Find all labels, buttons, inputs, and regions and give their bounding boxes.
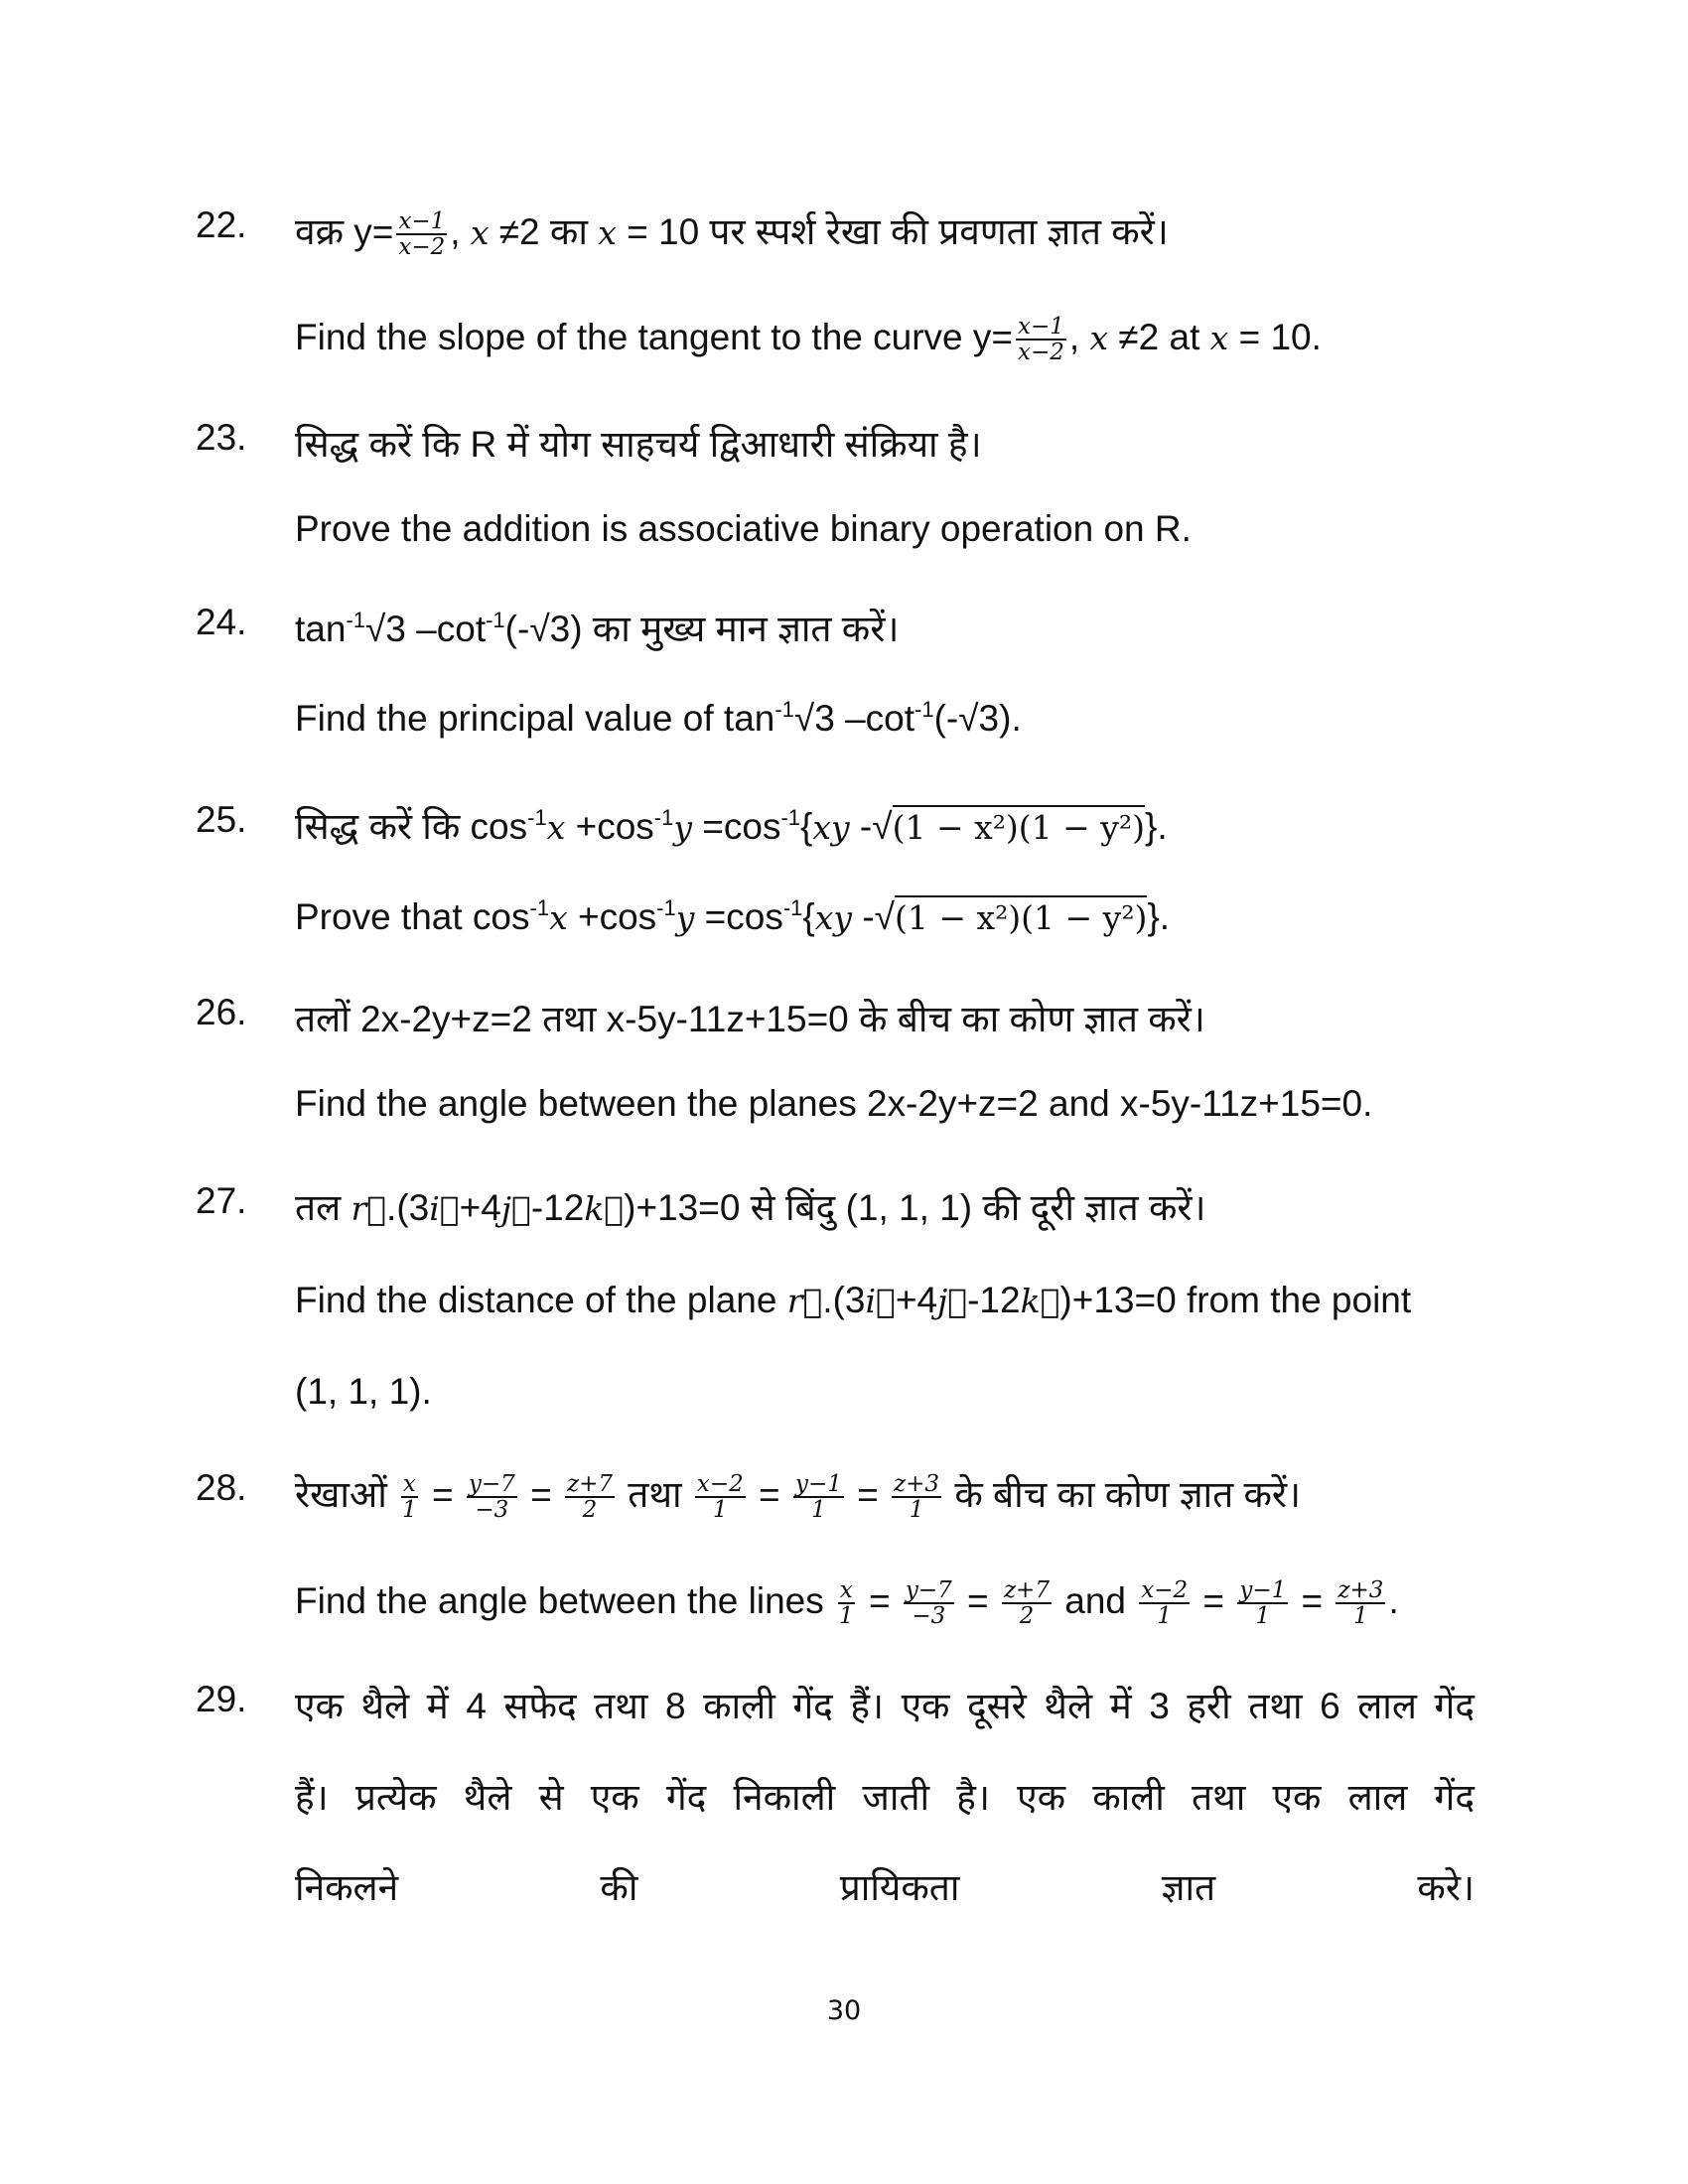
text-run: के बीच का कोण ज्ञात करें। (944, 1474, 1302, 1515)
math-variable: k⃗ (1020, 1282, 1060, 1320)
text-run: +cos (567, 896, 657, 937)
question-text-line (295, 1770, 1475, 1821)
math-variable: j⃗ (500, 1189, 531, 1228)
text-run: वक्र y= (295, 211, 394, 252)
superscript: -1 (914, 697, 934, 722)
question-number: 29. (196, 1679, 247, 1719)
text-run: =cos (692, 806, 781, 847)
question-number: 24. (196, 602, 247, 642)
superscript: -1 (780, 805, 801, 830)
question-text-line (295, 1467, 1301, 1522)
text-run: Find the angle between the planes 2x-2y+z=2 and x-5y-11z+15=0. (295, 1083, 1373, 1124)
fraction (1002, 1578, 1052, 1628)
text-run: तथा (618, 1474, 692, 1515)
text-run: = (1291, 1579, 1334, 1621)
fraction-numerator: x−1 (1018, 314, 1064, 340)
text-run: , (1068, 316, 1090, 357)
superscript: -1 (774, 697, 794, 722)
text-run: Find the angle between the lines (295, 1579, 835, 1621)
fraction (837, 1578, 856, 1628)
text-run: = (956, 1579, 999, 1621)
text-run: { (802, 896, 815, 937)
text-run: = (846, 1474, 890, 1515)
text-run: +cos (565, 806, 654, 847)
question-text-line (295, 1578, 1399, 1628)
superscript: -1 (656, 895, 676, 920)
math-variable: i⃗ (865, 1282, 896, 1320)
fraction (1237, 1578, 1288, 1628)
fraction-denominator: 2 (582, 1497, 598, 1524)
fraction (467, 1472, 517, 1522)
fraction-denominator: 1 (811, 1497, 826, 1524)
text-run: √3 –cot (793, 698, 915, 739)
text-run: √3 –cot (365, 609, 487, 649)
text-run: (-√3). (933, 698, 1022, 739)
text-run: तल (295, 1187, 352, 1228)
text-run: ≠2 का (489, 211, 599, 252)
text-run: tan (295, 609, 347, 649)
superscript: -1 (529, 895, 550, 920)
text-run: सिद्ध करें कि R में योग साहचर्य द्विआधारी संक्रिया है। (295, 424, 982, 465)
fraction-numerator: z+7 (566, 1471, 613, 1498)
fraction-denominator: 1 (1353, 1603, 1368, 1630)
text-run: = (748, 1474, 790, 1515)
fraction-denominator: 1 (909, 1497, 924, 1524)
math-variable: i⃗ (429, 1189, 460, 1228)
text-run: Find the slope of the tangent to the curve y= (295, 316, 1013, 357)
text-run: = (1193, 1579, 1235, 1621)
fraction-denominator: 2 (1019, 1603, 1035, 1630)
fraction-numerator: x (402, 1471, 416, 1498)
radicand: (1 − x²)(1 − y²) (893, 805, 1145, 847)
fraction-denominator: 1 (402, 1497, 417, 1524)
fraction-denominator: 1 (713, 1497, 728, 1524)
radicand: (1 − x²)(1 − y²) (895, 895, 1147, 937)
text-run: )+13=0 से बिंदु (1, 1, 1) की दूरी ज्ञात करें। (624, 1187, 1206, 1228)
text-run: रेखाओं (295, 1474, 398, 1515)
math-variable: y (675, 898, 695, 937)
math-variable: x (549, 898, 568, 937)
fraction-numerator: z+3 (894, 1471, 940, 1498)
text-run: .(3 (386, 1187, 430, 1228)
question-text-line (295, 205, 1169, 259)
text-run: , (450, 211, 471, 252)
superscript: -1 (653, 805, 674, 830)
math-variable: y (673, 808, 692, 847)
question-text-line (295, 1180, 1206, 1231)
superscript: -1 (486, 608, 505, 632)
text-run: (1, 1, 1). (295, 1371, 432, 1412)
superscript: -1 (346, 608, 365, 632)
fraction (1016, 315, 1066, 364)
fraction (1139, 1578, 1190, 1628)
fraction-denominator: −3 (912, 1603, 946, 1630)
question-number: 25. (196, 799, 247, 840)
fraction (695, 1472, 746, 1522)
math-variable: j⃗ (937, 1282, 968, 1320)
text-run: (-√3) का मुख्य मान ज्ञात करें। (504, 609, 900, 649)
fraction-denominator: 1 (839, 1603, 854, 1630)
text-run: हैं। प्रत्येक थैले से एक गेंद निकाली जाती है। एक काली तथा एक लाल गेंद (295, 1777, 1475, 1818)
text-run: = 10. (1228, 316, 1322, 357)
text-run: )+13=0 from the point (1059, 1280, 1412, 1320)
text-run: }. (1147, 896, 1171, 937)
question-text-line (295, 896, 1170, 938)
text-run: =cos (694, 896, 783, 937)
question-text-line (295, 992, 1205, 1042)
question-number: 26. (196, 992, 247, 1032)
question-text-line (295, 1083, 1372, 1125)
text-run: +4 (895, 1280, 938, 1320)
math-variable: r⃗ (786, 1282, 823, 1320)
text-run: and (1054, 1579, 1137, 1621)
math-variable: x (1209, 318, 1229, 357)
fraction-denominator: x−2 (1018, 340, 1064, 366)
fraction-numerator: x−1 (398, 208, 446, 235)
text-run: +4 (459, 1187, 501, 1228)
fraction-numerator: x−2 (1141, 1577, 1189, 1603)
question-text-line (295, 1679, 1475, 1729)
fraction (396, 209, 447, 259)
math-variable: xy (812, 808, 850, 847)
fraction-numerator: y−7 (468, 1471, 515, 1498)
text-run: = (421, 1474, 464, 1515)
question-text-line (295, 315, 1322, 364)
fraction-denominator: x−2 (398, 234, 446, 261)
text-run: -√ (852, 896, 895, 937)
question-text-line (295, 698, 1022, 740)
question-text-line (295, 602, 899, 652)
fraction (904, 1578, 954, 1628)
text-run: Find the distance of the plane (295, 1280, 787, 1320)
question-text-line (295, 1371, 432, 1413)
question-text-line (295, 508, 1192, 550)
fraction (892, 1472, 941, 1522)
superscript: -1 (527, 805, 547, 830)
text-run: = (858, 1579, 901, 1621)
fraction-numerator: y−1 (794, 1471, 842, 1498)
text-run: Find the principal value of tan (295, 698, 775, 739)
question-number: 27. (196, 1180, 247, 1221)
fraction-denominator: 1 (1157, 1603, 1173, 1630)
text-run: निकलने की प्रायिकता ज्ञात करे। (295, 1867, 1475, 1908)
math-variable: x (470, 213, 490, 252)
question-text-line (295, 799, 1168, 850)
text-run: = 10 पर स्पर्श रेखा की प्रवणता ज्ञात करें। (616, 211, 1169, 252)
text-run: .(3 (822, 1280, 866, 1320)
fraction (1336, 1578, 1385, 1628)
math-variable: x (598, 213, 617, 252)
fraction (793, 1472, 844, 1522)
text-run: -√ (849, 806, 893, 847)
math-variable: k⃗ (584, 1189, 625, 1228)
page-number: 30 (826, 1995, 862, 2026)
fraction-denominator: −3 (475, 1497, 509, 1524)
math-variable: xy (814, 898, 853, 937)
question-text-line (295, 1280, 1411, 1321)
text-run: तलों 2x-2y+z=2 तथा x-5y-11z+15=0 के बीच का कोण ज्ञात करें। (295, 999, 1205, 1039)
question-number: 22. (196, 205, 247, 245)
text-run: सिद्ध करें कि cos (295, 806, 528, 847)
text-run: Prove that cos (295, 896, 530, 937)
question-number: 23. (196, 417, 247, 458)
text-run: ≠2 at (1108, 316, 1210, 357)
fraction-numerator: z+7 (1003, 1577, 1050, 1603)
fraction (565, 1472, 615, 1522)
text-run: { (800, 806, 813, 847)
fraction (400, 1472, 419, 1522)
text-run: . (1388, 1579, 1399, 1621)
text-run: -12 (530, 1187, 585, 1228)
fraction-numerator: z+3 (1337, 1577, 1384, 1603)
text-run: -12 (967, 1280, 1021, 1320)
math-variable: x (546, 808, 566, 847)
superscript: -1 (782, 895, 803, 920)
text-run: Prove the addition is associative binary operation on R. (295, 508, 1192, 549)
fraction-numerator: x (839, 1577, 853, 1603)
question-number: 28. (196, 1467, 247, 1508)
text-run: = (519, 1474, 562, 1515)
fraction-numerator: y−7 (905, 1577, 952, 1603)
question-text-line (295, 1860, 1475, 1911)
fraction-numerator: x−2 (696, 1471, 744, 1498)
text-run: }. (1145, 806, 1168, 847)
question-text-line (295, 417, 982, 468)
text-run: एक थैले में 4 सफेद तथा 8 काली गेंद हैं। एक दूसरे थैले में 3 हरी तथा 6 लाल गेंद (295, 1686, 1475, 1726)
math-variable: r⃗ (351, 1189, 387, 1228)
fraction-denominator: 1 (1255, 1603, 1271, 1630)
math-variable: x (1089, 318, 1109, 357)
fraction-numerator: y−1 (1239, 1577, 1287, 1603)
